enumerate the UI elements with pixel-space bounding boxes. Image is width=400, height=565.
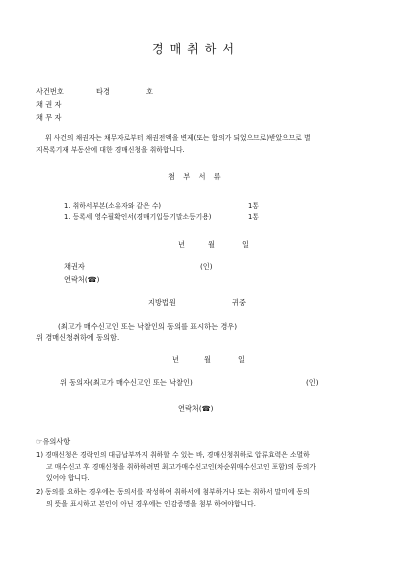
date-month: 월 (204, 355, 211, 364)
notes-heading: ☞유의사항 (36, 437, 71, 446)
note-line: 1) 경매신청은 경락인의 대금납부까지 취하할 수 있는 바, 경매신청취하로 압류효력은 소멸하 (36, 451, 310, 459)
consent-text: 위 경매신청취하에 동의함. (36, 333, 120, 342)
consent-note: (최고가 매수신고인 또는 낙찰인의 동의를 표시하는 경우) (58, 322, 238, 331)
court-suffix: 귀중 (232, 298, 246, 307)
consenter-label: 위 동의자(최고가 매수신고인 또는 낙찰인) (60, 378, 193, 387)
notes-item-1 (36, 450, 376, 485)
attachment-count: 1통 (248, 213, 259, 221)
signer-label: 채권자 (64, 262, 85, 271)
date-day: 일 (242, 240, 249, 249)
case-type-label: 타경 (96, 87, 110, 96)
consenter-seal: (인) (306, 378, 319, 387)
court-name: 지방법원 (148, 298, 176, 307)
signer-seal: (인) (200, 262, 213, 271)
date-year: 년 (178, 240, 185, 249)
case-suffix-label: 호 (146, 87, 153, 96)
date-year: 년 (172, 355, 179, 364)
body-line: 지목록기재 부동산에 대한 경매신청을 취하합니다. (36, 145, 185, 154)
attachments-heading: 첨 부 서 류 (168, 172, 224, 181)
note-line: 2) 동의를 요하는 경우에는 동의서를 작성하여 취하서에 첨부하거나 또는 취하서 말미에 동의 (36, 488, 310, 496)
signer-contact: 연락처(☎) (64, 275, 100, 284)
consenter-contact: 연락처(☎) (178, 404, 214, 413)
attachment-count: 1통 (248, 202, 259, 210)
page-title: 경매취하서 (152, 42, 240, 56)
creditor-label: 채 권 자 (36, 100, 62, 109)
date-month: 월 (208, 240, 215, 249)
attachment-item: 1. 취하서부본(소유자와 같은 수) (64, 202, 162, 210)
note-line: 고 매수신고 후 경매신청을 취하하려면 최고가매수신고인(차순위매수신고인 포함)의 동의가 (46, 462, 316, 471)
body-paragraph (36, 133, 376, 156)
date-day: 일 (238, 355, 245, 364)
note-line: 있어야 합니다. (46, 474, 90, 482)
case-number-label: 사건번호 (36, 87, 64, 96)
body-line: 위 사건의 채권자는 채무자로부터 채권전액을 변제(또는 합의가 되었으므로)받았으므로 별 (45, 134, 311, 142)
notes-item-2 (36, 487, 376, 510)
attachment-item: 1. 등록세 영수필확인서(경매기입등기말소등기용) (64, 213, 212, 221)
debtor-label: 채 무 자 (36, 113, 62, 122)
note-line: 의 뜻을 표시하고 본인이 아닌 경우에는 인감증명을 첨부 하여야합니다. (46, 499, 256, 508)
